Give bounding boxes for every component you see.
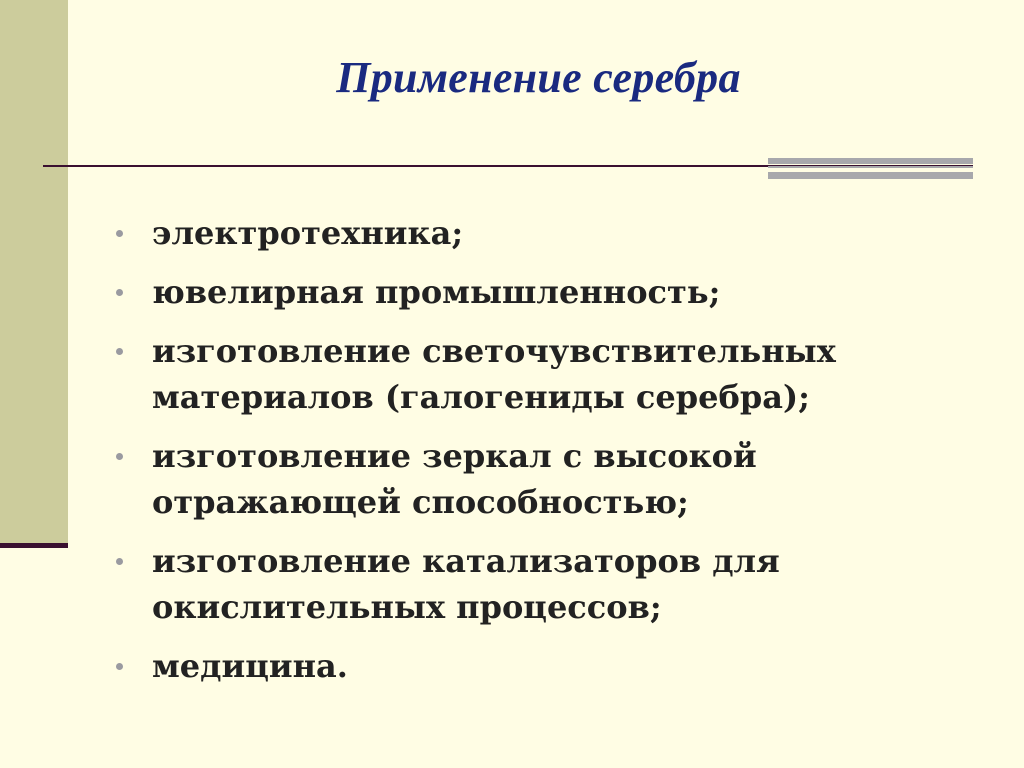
bullet-dot-icon — [116, 663, 123, 670]
bullet-text: изготовление катализаторов для окислительных процессов; — [152, 542, 780, 626]
bullet-text: изготовление зеркал с высокой отражающей способностью; — [152, 437, 757, 521]
bullet-text: изготовление светочувствительных материалов (галогениды серебра); — [152, 332, 836, 416]
title-divider-accent-bar — [768, 158, 973, 179]
bullet-item — [112, 433, 892, 525]
bullet-item — [112, 269, 892, 315]
bullet-text: медицина. — [152, 647, 348, 685]
bullet-dot-icon — [116, 289, 123, 296]
bullet-item — [112, 538, 892, 630]
bullet-item — [112, 328, 892, 420]
bullet-dot-icon — [116, 230, 123, 237]
bullet-item — [112, 643, 892, 689]
bullet-item — [112, 210, 892, 256]
bullet-dot-icon — [116, 453, 123, 460]
left-decor-underline — [0, 543, 68, 548]
bullet-text: ювелирная промышленность; — [152, 273, 721, 311]
bullet-dot-icon — [116, 558, 123, 565]
bullet-list — [112, 210, 892, 702]
slide-title: Применение серебра — [336, 53, 741, 102]
bullet-dot-icon — [116, 348, 123, 355]
bullet-text: электротехника; — [152, 214, 464, 252]
